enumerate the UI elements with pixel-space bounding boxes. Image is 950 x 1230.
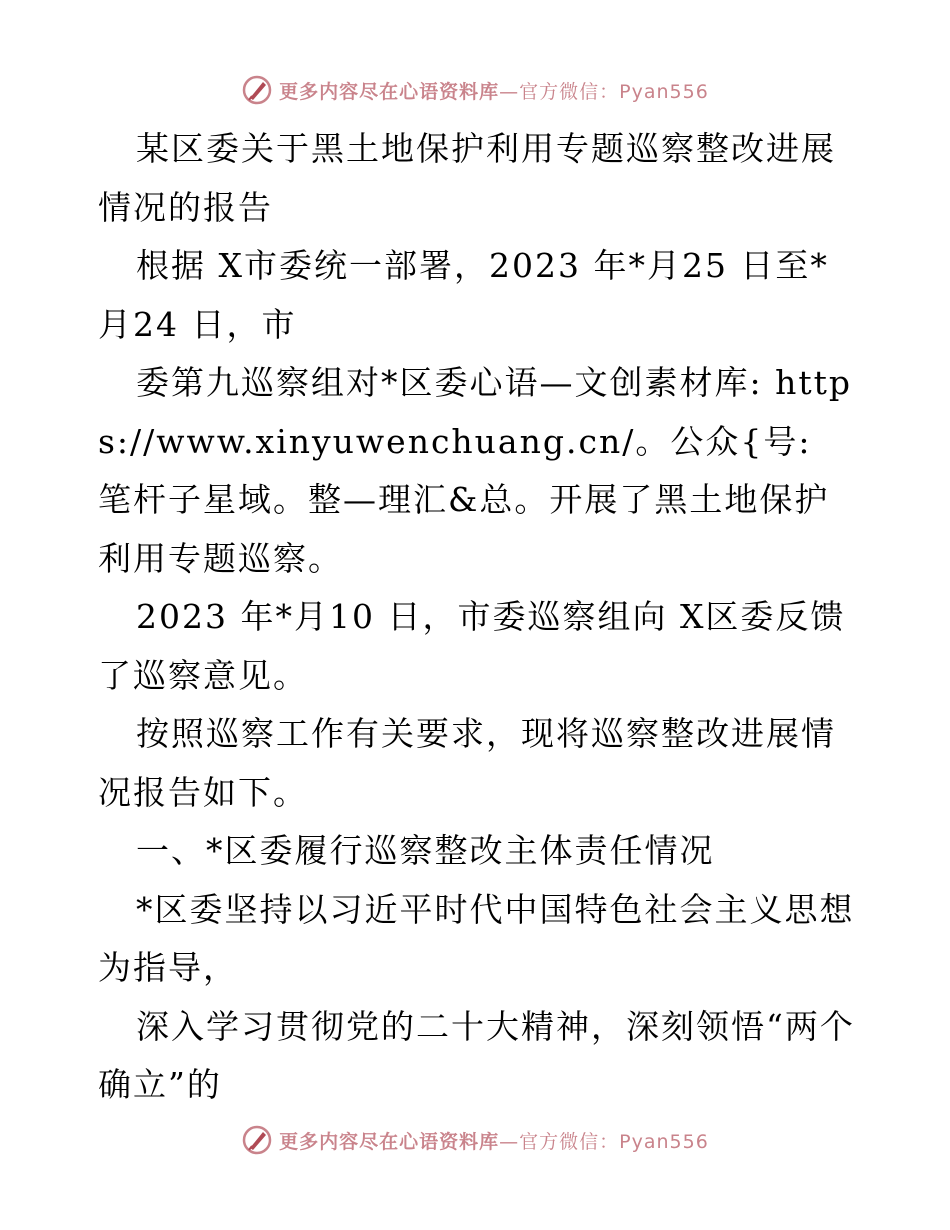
section-heading-1: 一、*区委履行巡察整改主体责任情况 (136, 831, 715, 870)
paragraph-3: 2023 年*月10 日，市委巡察组向 X区委反馈了巡察意见。 (98, 597, 846, 695)
footer-watermark-banner (0, 1120, 950, 1160)
paragraph-2: 委第九巡察组对*区委心语—文创素材库: https://www.xinyuwenchuang.cn/。公众{号: 笔杆子星域。整—理汇&总。开展了黑土地保护利用专题巡察。 (98, 363, 853, 578)
document-body (98, 120, 858, 1115)
paragraph-5: *区委坚持以习近平时代中国特色社会主义思想为指导， (98, 889, 855, 987)
quill-logo-icon (241, 1124, 273, 1156)
footer-banner-text (279, 1127, 709, 1154)
footer-contact-text: —官方微信：Pyan556 (499, 1130, 709, 1153)
paragraph-6: 深入学习贯彻党的二十大精神，深刻领悟“两个确立”的 (98, 1006, 855, 1104)
header-banner-text (279, 77, 709, 104)
quill-logo-icon (241, 74, 273, 106)
header-watermark-banner (0, 70, 950, 110)
header-brand-text: 更多内容尽在心语资料库 (279, 80, 500, 103)
footer-brand-text: 更多内容尽在心语资料库 (279, 1130, 500, 1153)
paragraph-1: 根据 X市委统一部署，2023 年*月25 日至*月24 日，市 (98, 246, 829, 344)
header-contact-text: —官方微信：Pyan556 (499, 80, 709, 103)
paragraph-4: 按照巡察工作有关要求，现将巡察整改进展情况报告如下。 (98, 714, 836, 812)
document-title: 某区委关于黑土地保护利用专题巡察整改进展情况的报告 (98, 129, 836, 227)
